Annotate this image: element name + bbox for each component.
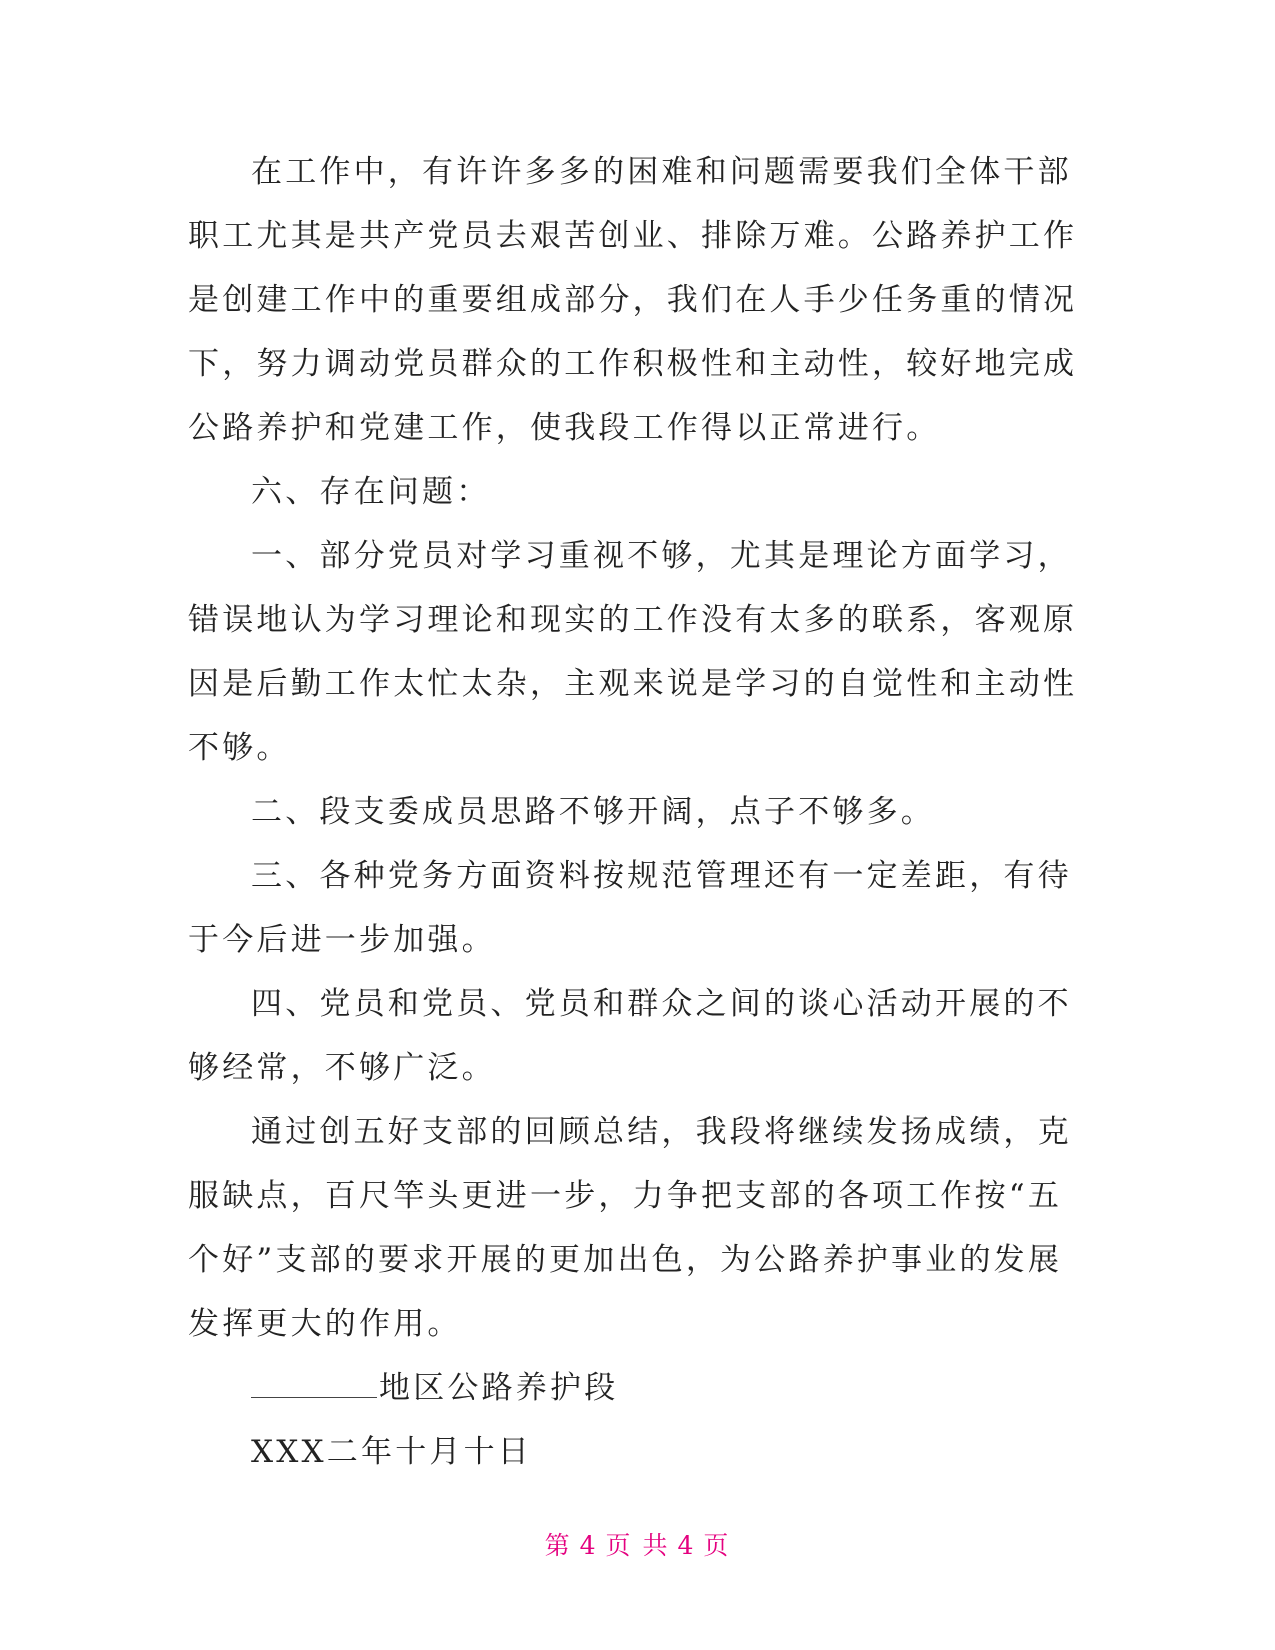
signature-blank-line	[251, 1373, 377, 1398]
signature-org: 地区公路养护段	[379, 1370, 619, 1406]
document-date: XXX二年十月十日	[251, 1434, 533, 1470]
document-body	[188, 140, 1088, 1484]
footer-current-page: 4	[579, 1531, 598, 1560]
footer-middle: 页 共	[605, 1531, 670, 1560]
footer-prefix: 第	[544, 1531, 572, 1560]
section-heading-problems: 六、存在问题：	[251, 474, 491, 510]
footer-suffix: 页	[703, 1531, 731, 1560]
paragraph-work-difficulties: 在工作中，有许许多多的困难和问题需要我们全体干部职工尤其是共产党员去艰苦创业、排除万难。公路养护工作是创建工作中的重要组成部分，我们在人手少任务重的情况下，努力调动党员群众的工作积极性和主动性，较好地完成公路养护和党建工作，使我段工作得以正常进行。	[188, 154, 1078, 446]
footer-total-pages: 4	[677, 1531, 696, 1560]
signature-paragraph	[188, 1356, 1088, 1420]
problem-item-4: 四、党员和党员、党员和群众之间的谈心活动开展的不够经常，不够广泛。	[188, 986, 1072, 1086]
page-footer	[0, 1526, 1275, 1562]
problem-item-3: 三、各种党务方面资料按规范管理还有一定差距，有待于今后进一步加强。	[188, 858, 1072, 958]
paragraph-conclusion: 通过创五好支部的回顾总结，我段将继续发扬成绩，克服缺点，百尺竿头更进一步，力争把支部的各项工作按“五个好”支部的要求开展的更加出色，为公路养护事业的发展发挥更大的作用。	[188, 1114, 1072, 1342]
problem-item-1: 一、部分党员对学习重视不够，尤其是理论方面学习，错误地认为学习理论和现实的工作没有太多的联系，客观原因是后勤工作太忙太杂，主观来说是学习的自觉性和主动性不够。	[188, 538, 1078, 766]
problem-item-2: 二、段支委成员思路不够开阔，点子不够多。	[251, 794, 935, 830]
